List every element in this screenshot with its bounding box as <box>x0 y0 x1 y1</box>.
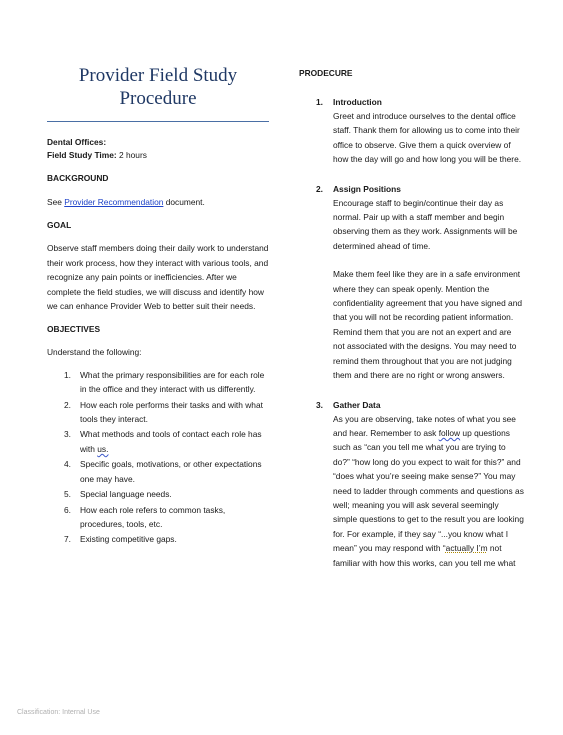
dental-offices-label: Dental Offices: <box>47 137 107 147</box>
objectives-heading: OBJECTIVES <box>47 324 101 335</box>
list-item <box>47 457 269 486</box>
list-item-text: Special language needs. <box>80 489 172 500</box>
procedure-step <box>299 183 524 383</box>
grammar-flag[interactable]: actually I’m <box>445 543 488 554</box>
objectives-intro: Understand the following: <box>47 347 142 358</box>
left-column <box>47 64 269 548</box>
step-paragraph <box>333 412 524 570</box>
list-number: 7. <box>64 534 71 545</box>
step-number: 1. <box>316 97 323 107</box>
step-title: Assign Positions <box>333 183 401 194</box>
procedure-heading: PRODECURE <box>299 68 353 78</box>
title-divider <box>47 121 269 122</box>
list-item <box>47 427 269 456</box>
list-item-text: How each role refers to common tasks, procedures, tools, etc. <box>80 504 226 529</box>
list-item-text: What methods and tools of contact each role has with <box>80 429 262 454</box>
field-study-time-value: 2 hours <box>116 150 147 160</box>
background-text <box>47 195 269 209</box>
list-number: 1. <box>64 369 71 380</box>
goal-text: Observe staff members doing their daily work to understand their work process, how they interact with various tools, and recognize any pain points or inefficiencies. After we complete the field studies, we will discuss and identify how we can enhance Provider Web to better suit their needs. <box>47 243 269 312</box>
step-paragraph: Make them feel like they are in a safe environment where they can speak openly. Mention the confidentiality agreement that you have signed and that you will not be recording patient information. Remind them that you are not an expert and are not associated with the designs. You may need to remind them throughout that you are not judging them and there are no right or wrong answers. <box>333 269 523 381</box>
procedure-step <box>299 96 524 167</box>
list-number: 3. <box>64 429 71 440</box>
background-prefix: See <box>47 197 65 207</box>
step-title: Gather Data <box>333 399 381 410</box>
step-number: 3. <box>316 399 323 410</box>
field-study-time-label: Field Study Time: <box>47 150 117 160</box>
step-number: 2. <box>316 183 323 194</box>
list-number: 4. <box>64 459 71 470</box>
study-meta <box>47 136 269 162</box>
background-heading: BACKGROUND <box>47 173 109 183</box>
list-item <box>47 368 269 397</box>
list-number: 6. <box>64 504 71 515</box>
step-paragraph: Greet and introduce ourselves to the dental office staff. Thank them for allowing us to come into their office to observe. Give them a quick overview of how the day will go and how long you will be there. <box>333 111 522 165</box>
list-item-text: Existing competitive gaps. <box>80 534 177 545</box>
provider-recommendation-link[interactable]: Provider Recommendation <box>64 197 164 207</box>
spelling-flag[interactable]: follow <box>438 427 461 438</box>
goal-heading: GOAL <box>47 220 72 231</box>
list-item <box>47 487 269 501</box>
list-item-text: Specific goals, motivations, or other expectations one may have. <box>80 459 262 484</box>
field-study-time <box>47 149 269 162</box>
right-column <box>299 67 524 570</box>
step-text: up questions such as “can you tell me what you are trying to do?” “how long do you expect to wait for this?” and “does what you’re seeing make sense?” You may need to ladder through comments and questions as well; meaning you will ask several seemingly simple questions to get to the result you are looking for. For example, if they say “...you know what I mean” you may respond with “ <box>333 427 524 554</box>
step-title: Introduction <box>333 97 382 107</box>
step-paragraph: Encourage staff to begin/continue their day as normal. Pair up with a staff member and begin observing them as they work. Assignments will be determined ahead of time. <box>333 197 518 251</box>
step-text: As you are observing, take notes of what you see and hear. Remember to ask <box>333 413 516 438</box>
list-number: 2. <box>64 399 71 410</box>
background-suffix: document. <box>163 197 205 207</box>
list-number: 5. <box>64 489 71 500</box>
objectives-list <box>47 368 269 547</box>
classification-footer: Classification: Internal Use <box>17 709 100 716</box>
list-item-text: What the primary responsibilities are for each role in the office and they interact with us differently. <box>80 369 265 395</box>
page-title: Provider Field Study Procedure <box>78 65 238 109</box>
list-item <box>47 503 269 532</box>
list-item <box>47 532 269 546</box>
step-text: not familiar with how this works, can you tell me what <box>333 543 516 568</box>
spelling-flag[interactable]: us. <box>97 443 109 454</box>
list-item-text: How each role performs their tasks and with what tools they interact. <box>80 399 263 425</box>
list-item <box>47 398 269 427</box>
procedure-step <box>299 399 524 570</box>
